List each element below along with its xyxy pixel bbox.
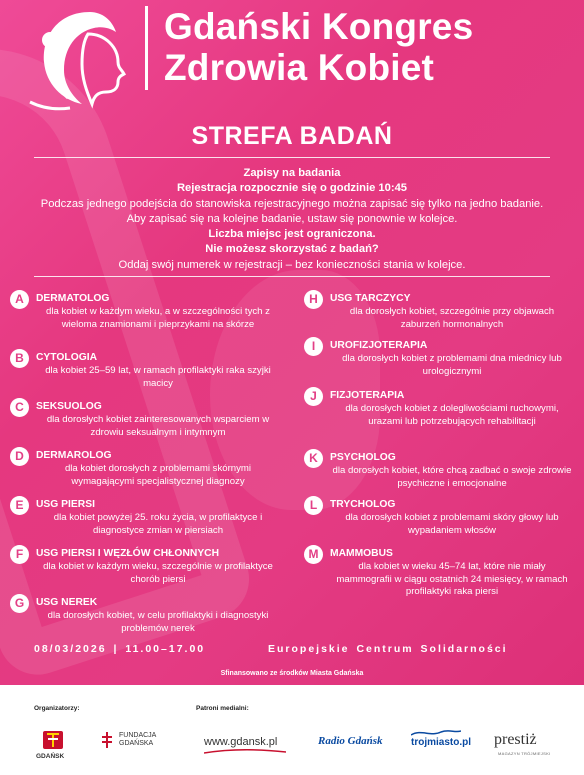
exam-title: MAMMOBUS bbox=[330, 548, 393, 559]
exam-title: USG PIERSI I WĘZŁÓW CHŁONNYCH bbox=[36, 548, 220, 559]
exam-title: USG TARCZYCY bbox=[330, 293, 411, 304]
exam-title: FIZJOTERAPIA bbox=[330, 390, 405, 401]
exam-description: dla dorosłych kobiet zainteresowanych wsparciem w zdrowiu seksualnym i intymnym bbox=[46, 414, 270, 438]
divider-top bbox=[34, 157, 550, 158]
exam-description: dla kobiet dorosłych z problemami skórnymi wymagającymi specjalistycznej diagnozy bbox=[64, 463, 252, 487]
exam-item bbox=[10, 447, 280, 496]
media-radio-gdansk: Radio Gdańsk bbox=[318, 735, 383, 747]
section-title: STREFA BADAŃ bbox=[191, 122, 393, 150]
sponsors-bar bbox=[0, 685, 584, 775]
exam-description: dla kobiet w każdym wieku, a w szczególności tych z wieloma znamionami i pieprzykami na skórze bbox=[46, 306, 270, 330]
intro-line-7: Oddaj swój numerek w rejestracji – bez konieczności stania w kolejce. bbox=[118, 258, 466, 271]
intro-line-6: Nie możesz skorzystać z badań? bbox=[205, 243, 379, 256]
intro-line-1: Zapisy na badania bbox=[243, 167, 341, 179]
org-fundacja-label bbox=[119, 732, 156, 748]
exam-item bbox=[304, 545, 574, 611]
event-venue: Europejskie Centrum Solidarności bbox=[268, 643, 508, 655]
title-line-1: Gdański Kongres bbox=[164, 6, 474, 47]
letter-badge: J bbox=[304, 387, 323, 406]
letter-badge: C bbox=[10, 398, 29, 417]
letter-badge: B bbox=[10, 349, 29, 368]
title-line-2: Zdrowia Kobiet bbox=[164, 47, 435, 88]
exam-list-right bbox=[304, 290, 574, 611]
letter-badge: K bbox=[304, 449, 323, 468]
gdansk-coat-of-arms-icon bbox=[40, 729, 66, 751]
exam-item bbox=[10, 349, 280, 398]
media-prestiz-subtitle: MAGAZYN TRÓJMIEJSKI bbox=[498, 751, 551, 756]
event-date-time: 08/03/2026 | 11.00–17.00 bbox=[34, 643, 206, 655]
exam-title: DERMATOLOG bbox=[36, 293, 110, 304]
divider-bottom bbox=[34, 276, 550, 277]
exam-item bbox=[10, 594, 280, 634]
exam-item bbox=[304, 449, 574, 496]
exam-description: dla dorosłych kobiet z dolegliwościami ruchowymi, urazami lub potrzebujących rehabilitacji bbox=[345, 403, 559, 427]
exam-title: DERMAROLOG bbox=[36, 450, 112, 461]
letter-badge: M bbox=[304, 545, 323, 564]
funding-note: Sfinansowano ze środków Miasta Gdańska bbox=[220, 670, 364, 677]
logo-divider bbox=[145, 6, 148, 90]
exam-title: PSYCHOLOG bbox=[330, 452, 396, 463]
media-patrons-label: Patroni medialni: bbox=[196, 705, 249, 712]
exam-title: USG NEREK bbox=[36, 597, 98, 608]
exam-description: dla dorosłych kobiet z problemami dna miednicy lub urologicznymi bbox=[342, 353, 562, 377]
exam-description: dla dorosłych kobiet z problemami skóry głowy lub wypadaniem włosów bbox=[345, 512, 559, 536]
exam-item bbox=[10, 290, 280, 349]
fundacja-line-1: FUNDACJA bbox=[119, 732, 157, 739]
media-trojmiasto: trojmiasto.pl bbox=[411, 737, 472, 748]
exam-item bbox=[10, 496, 280, 545]
org-gdansk-label: GDAŃSK bbox=[36, 753, 65, 760]
media-gdansk-pl: www.gdansk.pl bbox=[204, 736, 278, 748]
exam-description: dla dorosłych kobiet, które chcą zadbać o swoje zdrowie psychiczne i emocjonalne bbox=[332, 465, 572, 489]
exam-description: dla dorosłych kobiet, szczególnie przy objawach zaburzeń hormonalnych bbox=[349, 306, 555, 330]
exam-item bbox=[304, 496, 574, 545]
exam-title: SEKSUOLOG bbox=[36, 401, 102, 412]
exam-title: TRYCHOLOG bbox=[330, 499, 396, 510]
exam-description: dla kobiet powyżej 25. roku życia, w profilaktyce i diagnostyce zmian w piersiach bbox=[53, 512, 263, 536]
media-prestiz: prestiż bbox=[494, 731, 537, 748]
exam-item bbox=[304, 290, 574, 337]
letter-badge: I bbox=[304, 337, 323, 356]
exam-description: dla kobiet w każdym wieku, szczególnie w profilaktyce chorób piersi bbox=[43, 561, 273, 585]
woman-profile-logo-icon bbox=[28, 4, 138, 116]
exam-description: dla kobiet w wieku 45–74 lat, które nie miały mammografii w ciągu ostatnich 24 miesięcy, w ramach profilaktyki raka piersi bbox=[336, 561, 568, 598]
intro-line-4: Aby zapisać się na kolejne badanie, ustaw się ponownie w kolejce. bbox=[126, 212, 458, 225]
intro-line-2: Rejestracja rozpocznie się o godzinie 10:45 bbox=[176, 182, 408, 195]
intro-line-3: Podczas jednego podejścia do stanowiska rejestracyjnego można zapisać się tylko na jedno badanie. bbox=[40, 197, 544, 210]
letter-badge: F bbox=[10, 545, 29, 564]
exam-description: dla dorosłych kobiet, w celu profilaktyki i diagnostyki problemów nerek bbox=[47, 610, 269, 634]
registration-info bbox=[0, 166, 584, 273]
exam-list-left bbox=[10, 290, 280, 634]
intro-line-5: Liczba miejsc jest ograniczona. bbox=[208, 228, 376, 241]
letter-badge: E bbox=[10, 496, 29, 515]
letter-badge: G bbox=[10, 594, 29, 613]
exam-item bbox=[304, 387, 574, 449]
exam-item bbox=[304, 337, 574, 387]
letter-badge: A bbox=[10, 290, 29, 309]
fundacja-line-2: GDAŃSKA bbox=[119, 740, 154, 747]
letter-badge: L bbox=[304, 496, 323, 515]
exam-title: USG PIERSI bbox=[36, 499, 95, 510]
exam-title: CYTOLOGIA bbox=[36, 352, 98, 363]
letter-badge: H bbox=[304, 290, 323, 309]
congress-title bbox=[164, 6, 473, 88]
trojmiasto-wave-icon bbox=[411, 729, 461, 737]
fundacja-gdanska-cross-icon bbox=[100, 731, 114, 749]
gdansk-pl-swoosh-icon bbox=[204, 749, 286, 754]
exam-item bbox=[10, 545, 280, 594]
organizers-label: Organizatorzy: bbox=[34, 705, 80, 712]
exam-item bbox=[10, 398, 280, 447]
letter-badge: D bbox=[10, 447, 29, 466]
exam-description: dla kobiet 25–59 lat, w ramach profilaktyki raka szyjki macicy bbox=[45, 365, 271, 389]
exam-title: UROFIZJOTERAPIA bbox=[330, 340, 428, 351]
